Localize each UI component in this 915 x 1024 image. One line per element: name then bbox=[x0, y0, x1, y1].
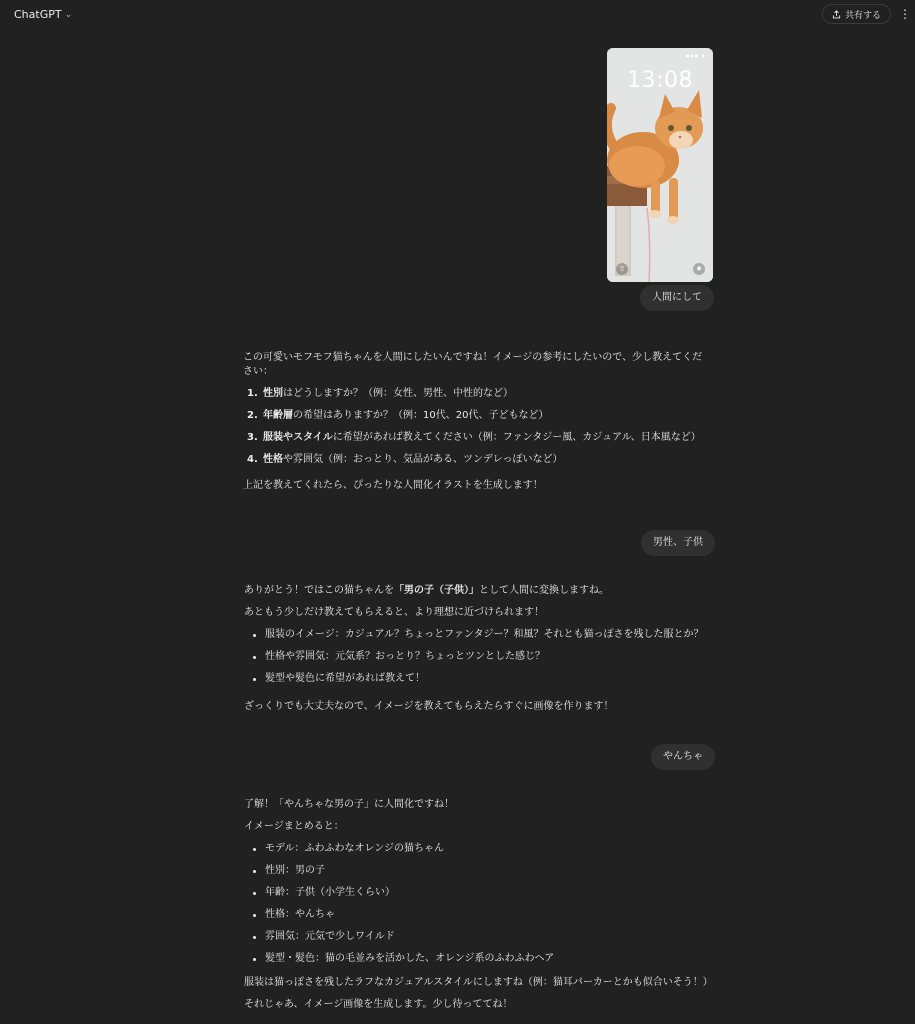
message-text: ありがとう！ではこの猫ちゃんを「男の子（子供）」として人間に変換しますね。 bbox=[244, 585, 609, 596]
user-message-bubble: 人間にして bbox=[640, 285, 714, 311]
message-text: それじゃあ、イメージ画像を生成します。少し待っててね！ bbox=[244, 999, 513, 1010]
phone-clock: 13:08 bbox=[627, 68, 693, 93]
list-item: 雰囲気：元気で少しワイルド bbox=[244, 931, 716, 953]
assistant-message bbox=[243, 351, 715, 492]
list-item: 2. 年齢層の希望はありますか？（例：10代、20代、子どもなど） bbox=[247, 410, 549, 421]
assistant-message bbox=[244, 799, 716, 1011]
message-text: あともう少しだけ教えてもらえると、より理想に近づけられます！ bbox=[244, 607, 544, 618]
list-item: 4. 性格や雰囲気（例：おっとり、気品がある、ツンデレっぽいなど） bbox=[247, 454, 563, 465]
attached-image[interactable] bbox=[607, 48, 713, 282]
assistant-message bbox=[244, 585, 716, 713]
list-item: 年齢：子供（小学生くらい） bbox=[244, 887, 716, 909]
share-icon bbox=[832, 10, 841, 19]
bullet-list bbox=[244, 843, 716, 975]
list-item: 性格：やんちゃ bbox=[244, 909, 716, 931]
numbered-list bbox=[243, 388, 715, 476]
status-icons: ●●● ▮ bbox=[686, 53, 705, 58]
model-selector[interactable] bbox=[14, 8, 72, 21]
camera-icon: ◉ bbox=[693, 263, 705, 275]
model-name: ChatGPT bbox=[14, 8, 62, 21]
list-item: 髪型や髪色に希望があれば教えて！ bbox=[244, 673, 716, 695]
list-item: 髪型・髪色：猫の毛並みを活かした、オレンジ系のふわふわヘア bbox=[244, 953, 716, 975]
list-item: 性別：男の子 bbox=[244, 865, 716, 887]
user-message-bubble: 男性、子供 bbox=[641, 530, 715, 556]
bullet-list bbox=[244, 629, 716, 695]
message-text: この可愛いモフモフ猫ちゃんを人間にしたいんですね！イメージの参考にしたいので、少し教えてください： bbox=[243, 352, 703, 377]
list-item: 性格や雰囲気：元気系？おっとり？ちょっとツンとした感じ？ bbox=[244, 651, 716, 673]
chevron-down-icon: ⌄ bbox=[64, 9, 73, 20]
list-item: 服装のイメージ：カジュアル？ちょっとファンタジー？和風？それとも猫っぽさを残した服とか？ bbox=[244, 629, 716, 651]
list-item: 1. 性別はどうしますか？（例：女性、男性、中性的など） bbox=[247, 388, 513, 399]
share-button[interactable] bbox=[822, 4, 891, 24]
message-text: 上記を教えてくれたら、ぴったりな人間化イラストを生成します！ bbox=[243, 480, 543, 491]
user-message-bubble: やんちゃ bbox=[651, 744, 715, 770]
list-item: モデル：ふわふわなオレンジの猫ちゃん bbox=[244, 843, 716, 865]
share-label: 共有する bbox=[845, 10, 882, 21]
list-item: 3. 服装やスタイルに希望があれば教えてください（例：ファンタジー風、カジュアル、日本風など） bbox=[247, 432, 701, 443]
message-text: ざっくりでも大丈夫なので、イメージを教えてもらえたらすぐに画像を作ります！ bbox=[244, 701, 614, 712]
message-text: 服装は猫っぽさを残したラフなカジュアルスタイルにしますね（例：猫耳パーカーとかも似合いそう！） bbox=[244, 977, 713, 988]
flashlight-icon: ▯ bbox=[616, 263, 628, 275]
message-text: 了解！「やんちゃな男の子」に人間化ですね！ bbox=[244, 799, 454, 810]
more-options-icon[interactable]: ⋮ bbox=[899, 7, 911, 21]
message-text: イメージまとめると： bbox=[244, 821, 344, 832]
top-bar bbox=[0, 0, 915, 30]
